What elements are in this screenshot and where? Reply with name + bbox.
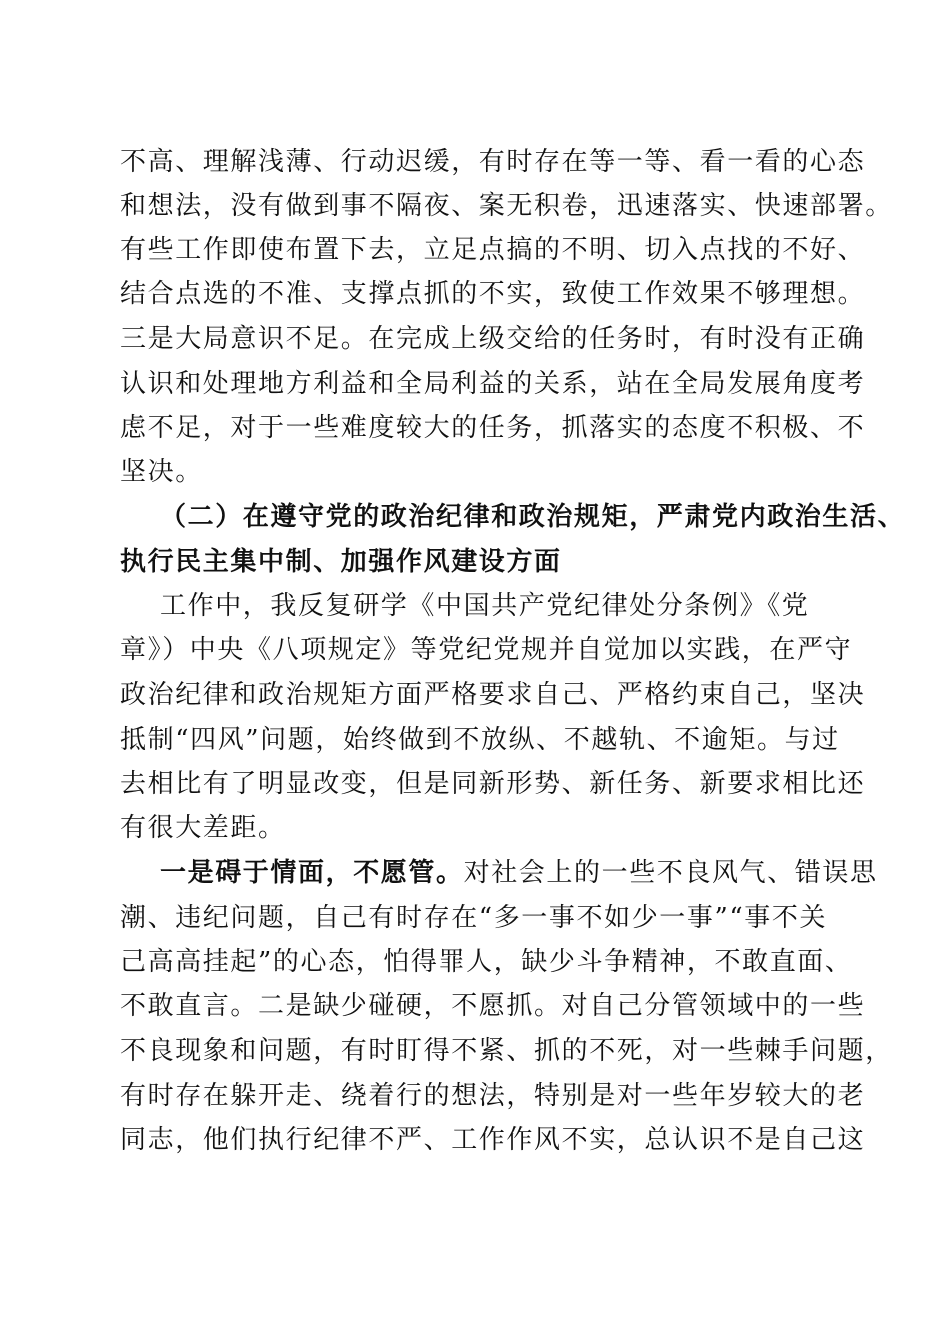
body-line: 章》）中央《八项规定》等党纪党规并自觉加以实践，在严守 xyxy=(120,635,853,665)
body-line: 己高高挂起”的心态，怕得罪人，缺少斗争精神，不敢直面、 xyxy=(120,947,853,977)
body-line: 抵制“四风”问题，始终做到不放纵、不越轨、不逾矩。与过 xyxy=(120,725,840,755)
body-line: 有些工作即使布置下去，立足点搞的不明、切入点找的不好、 xyxy=(120,235,866,265)
body-line: 去相比有了明显改变，但是同新形势、新任务、新要求相比还 xyxy=(120,769,866,799)
body-line: 结合点选的不准、支撑点抓的不实，致使工作效果不够理想。 xyxy=(120,279,866,309)
body-line: 潮、违纪问题，自己有时存在“多一事不如少一事”“事不关 xyxy=(120,903,828,933)
body-line-with-lead xyxy=(160,853,878,893)
body-line: 和想法，没有做到事不隔夜、案无积卷，迅速落实、快速部署。 xyxy=(120,191,893,221)
body-line: 不敢直言。二是缺少碰硬，不愿抓。对自己分管领域中的一些 xyxy=(120,991,866,1021)
body-line: 政治纪律和政治规矩方面严格要求自己、严格约束自己，坚决 xyxy=(120,680,866,710)
body-line: 有时存在躲开走、绕着行的想法，特别是对一些年岁较大的老 xyxy=(120,1081,866,1111)
body-line: 坚决。 xyxy=(120,457,203,487)
body-line: 三是大局意识不足。在完成上级交给的任务时，有时没有正确 xyxy=(120,324,866,354)
section-heading: （二）在遵守党的政治纪律和政治规矩，严肃党内政治生活、 xyxy=(160,502,906,532)
body-line: 同志，他们执行纪律不严、工作作风不实，总认识不是自己这 xyxy=(120,1125,866,1155)
body-line: 认识和处理地方利益和全局利益的关系，站在全局发展角度考 xyxy=(120,369,866,399)
body-line: 不高、理解浅薄、行动迟缓，有时存在等一等、看一看的心态 xyxy=(120,147,866,177)
paragraph-lead: 一是碍于情面，不愿管。 xyxy=(160,858,464,888)
body-line: 不良现象和问题，有时盯得不紧、抓的不死，对一些棘手问题， xyxy=(120,1036,893,1066)
section-heading-cont: 执行民主集中制、加强作风建设方面 xyxy=(120,547,562,577)
body-line: 工作中，我反复研学《中国共产党纪律处分条例》《党 xyxy=(160,591,810,621)
paragraph-lead-rest: 对社会上的一些不良风气、错误思 xyxy=(463,858,878,888)
body-line: 有很大差距。 xyxy=(120,813,286,843)
body-line: 虑不足，对于一些难度较大的任务，抓落实的态度不积极、不 xyxy=(120,413,866,443)
